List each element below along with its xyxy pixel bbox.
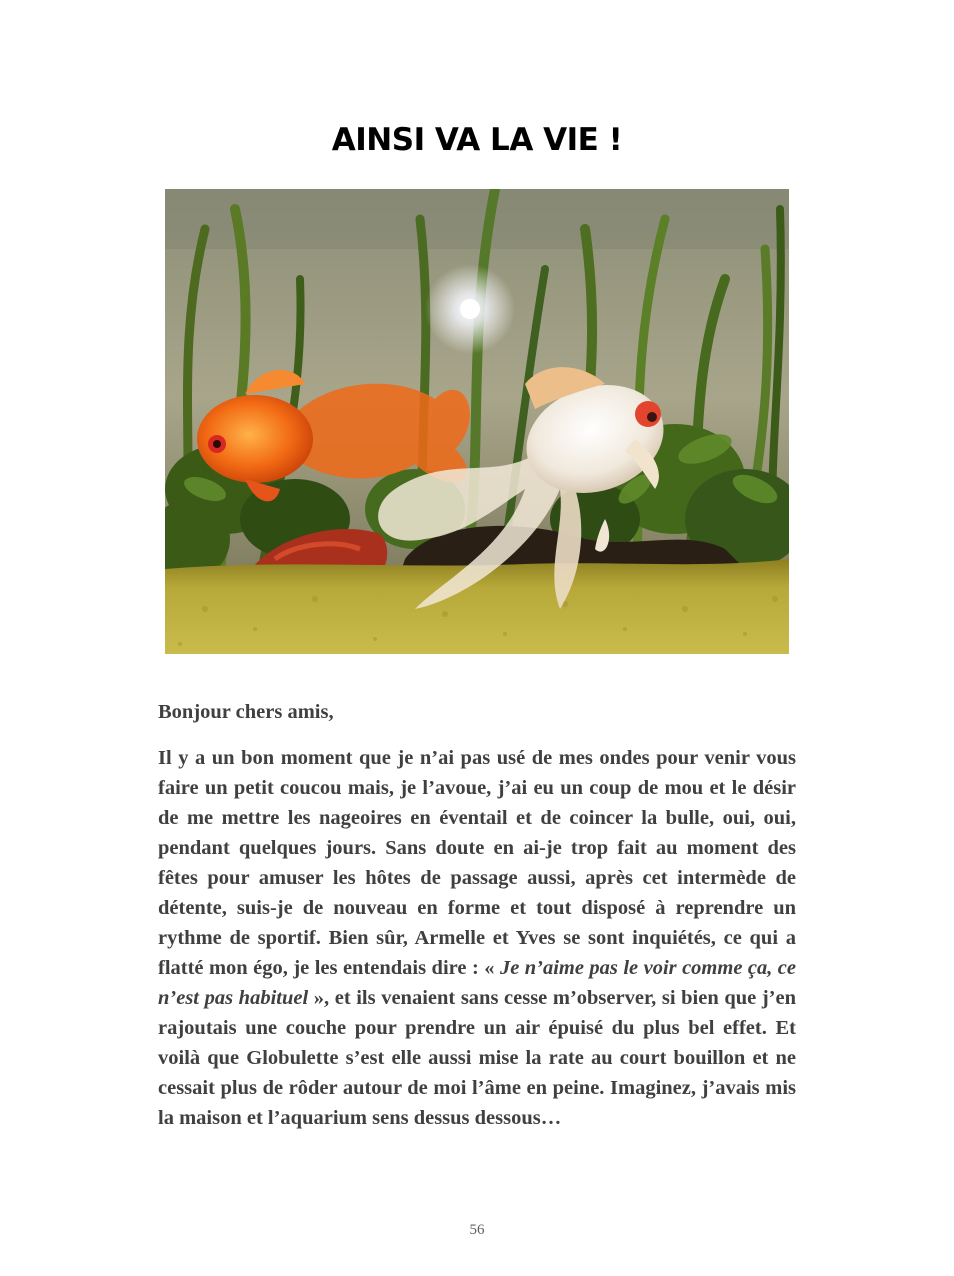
quote-text: Je n’aime pas le voir comme ça, ce n’est pas habituel (158, 957, 797, 1009)
body-text (158, 697, 796, 1133)
aquarium-photo (165, 189, 789, 654)
main-paragraph (158, 743, 796, 1133)
page-number: 56 (469, 1222, 485, 1238)
greeting: Bonjour chers amis, (158, 701, 334, 723)
paragraph-part-1: Il y a un bon moment que je n’ai pas usé de mes ondes pour venir vous faire un petit coucou mais, je l’avoue, j’ai eu un coup de mou et le désir de me mettre les nageoires en éventail et de coincer la bulle, oui, oui, pendant quelques jours. Sans doute en ai-je trop fait au moment des fêtes pour amuser les hôtes de passage aussi, après cet intermède de détente, suis-je de nouveau en forme et tout disposé à reprendre un rythme de sportif. Bien sûr, Armelle et Yves se sont inquiétés, ce qui a flatté mon égo, je les entendais dire : « (158, 747, 796, 979)
page-title: AINSI VA LA VIE ! (331, 122, 623, 158)
paragraph-part-2: », et ils venaient sans cesse m’observer, si bien que j’en rajoutais une couche pour prendre un air épuisé du plus bel effet. Et voilà que Globulette s’est elle aussi mise la rate au court bouillon et ne cessait plus de rôder autour de moi l’âme en peine. Imaginez, j’avais mis la maison et l’aquarium sens dessus dessous… (158, 987, 796, 1129)
